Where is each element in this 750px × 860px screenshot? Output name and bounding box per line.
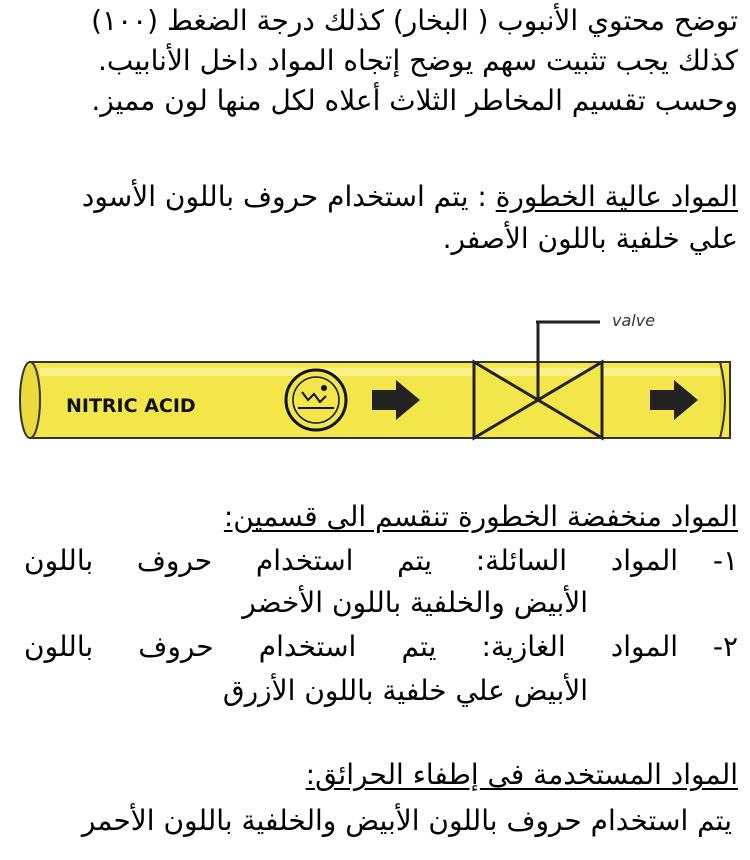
valve-label: valve <box>612 311 656 330</box>
fire-text: يتم استخدام حروف باللون الأبيض والخلفية باللون الأحمر <box>81 804 732 837</box>
low-hazard-item-2-row <box>8 630 738 664</box>
low-hazard-item-1-line-2: الأبيض والخلفية باللون الأخضر <box>242 586 588 619</box>
high-hazard-text: : يتم استخدام حروف باللون الأسود <box>81 180 496 213</box>
intro-line-1: توضح محتوي الأنبوب ( البخار) كذلك درجة الضغط (١٠٠) <box>91 4 738 37</box>
high-hazard-line-1 <box>82 180 738 214</box>
list-number: ١- <box>712 544 738 577</box>
pipe-illustration <box>0 300 750 470</box>
high-hazard-line-2: علي خلفية باللون الأصفر. <box>442 222 738 255</box>
high-hazard-heading: المواد عالية الخطورة <box>495 180 738 213</box>
low-hazard-item-2-line-1: المواد الغازية: يتم استخدام حروف باللون <box>24 630 678 663</box>
fire-heading: المواد المستخدمة فى إطفاء الحرائق: <box>305 758 738 791</box>
intro-line-2: كذلك يجب تثبيت سهم يوضح إتجاه المواد داخل الأنابيب. <box>98 44 738 77</box>
hazard-symbol-icon <box>286 370 346 430</box>
low-hazard-item-1-row <box>8 544 738 578</box>
low-hazard-item-1-line-1: المواد السائلة: يتم استخدام حروف باللون <box>24 544 678 577</box>
low-hazard-heading: المواد منخفضة الخطورة تنقسم الى قسمين: <box>223 500 738 533</box>
pipe-label: NITRIC ACID <box>66 395 196 417</box>
low-hazard-item-2-line-2: الأبيض علي خلفية باللون الأزرق <box>222 674 588 707</box>
intro-line-3: وحسب تقسيم المخاطر الثلاث أعلاه لكل منها لون مميز. <box>91 84 738 117</box>
list-number: ٢- <box>712 630 738 663</box>
